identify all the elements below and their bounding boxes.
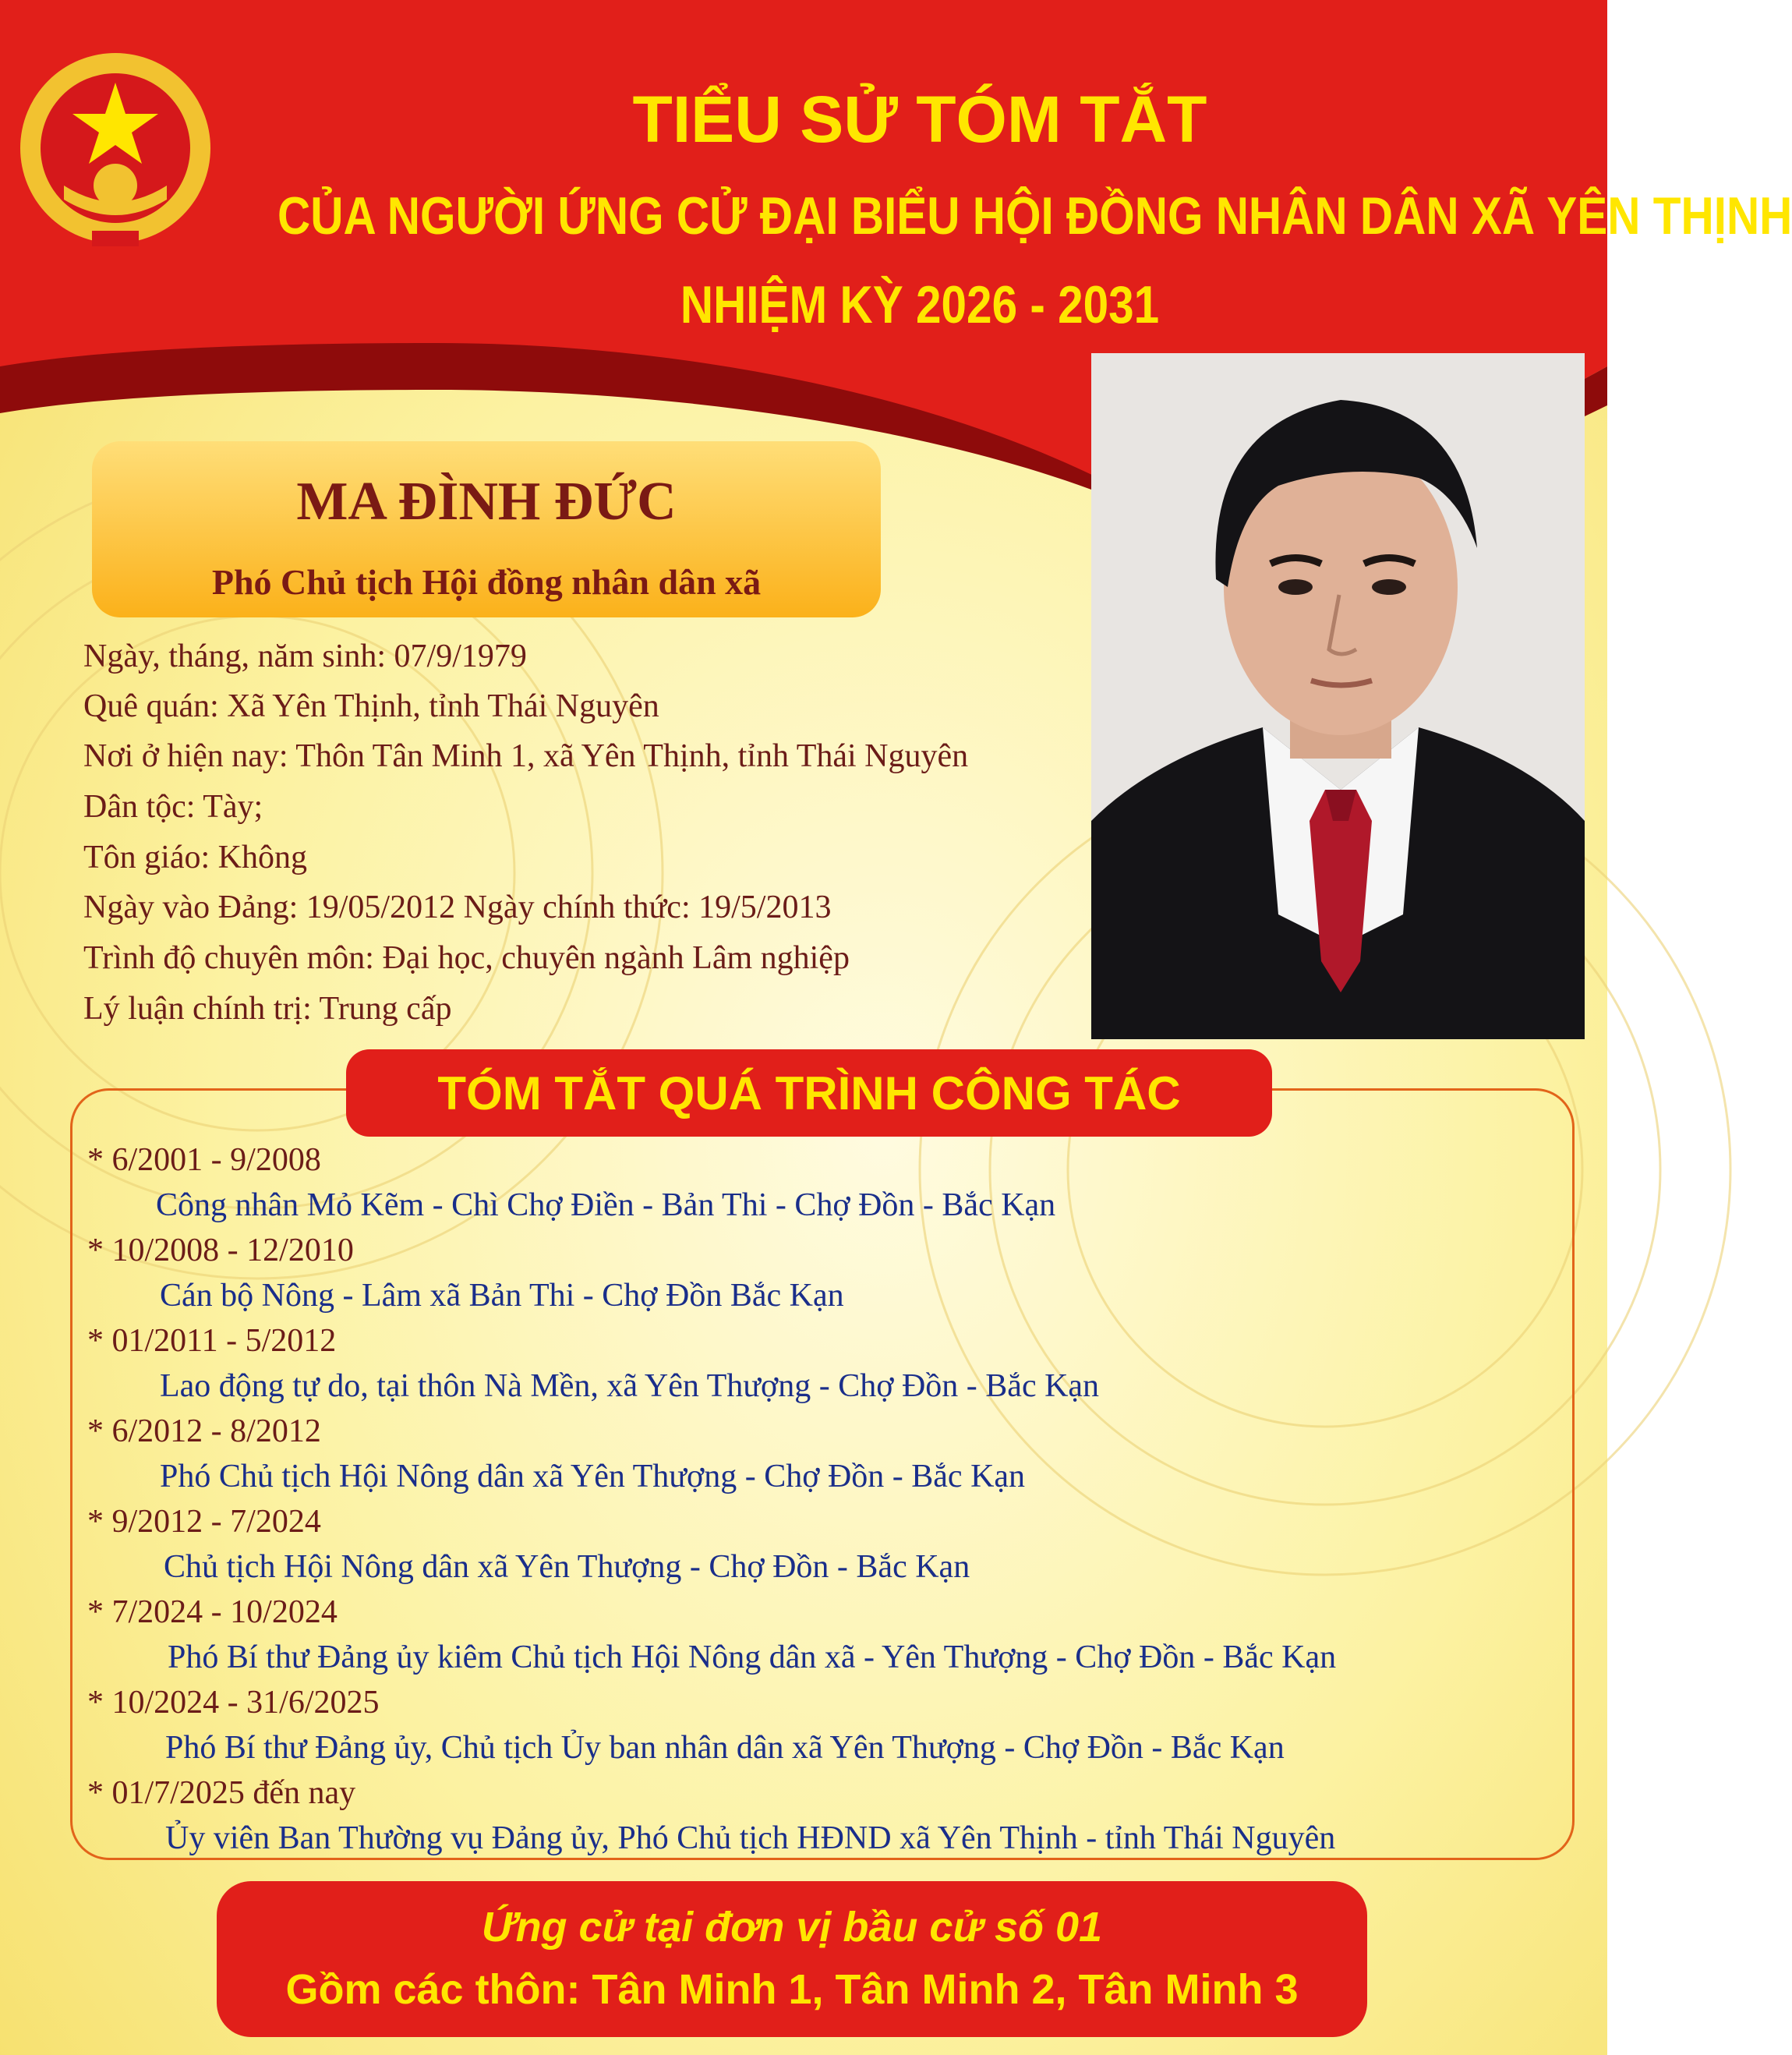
work-period: * 6/2012 - 8/2012 — [87, 1413, 321, 1449]
work-history-title-box — [346, 1049, 1272, 1137]
info-hometown: Quê quán: Xã Yên Thịnh, tỉnh Thái Nguyên — [83, 688, 659, 724]
candidate-name: MA ĐÌNH ĐỨC — [296, 472, 677, 532]
election-unit: Ứng cử tại đơn vị bầu cử số 01 — [481, 1904, 1103, 1951]
info-residence: Nơi ở hiện nay: Thôn Tân Minh 1, xã Yên Thịnh, tỉnh Thái Nguyên — [83, 738, 969, 774]
national-emblem — [14, 47, 217, 257]
info-party-dates: Ngày vào Đảng: 19/05/2012 Ngày chính thức: 19/5/2013 — [83, 890, 832, 925]
info-religion: Tôn giáo: Không — [83, 840, 307, 875]
work-role: Ủy viên Ban Thường vụ Đảng ủy, Phó Chủ tịch HĐND xã Yên Thịnh - tỉnh Thái Nguyên — [165, 1820, 1336, 1856]
candidate-photo — [1091, 353, 1585, 1039]
info-birthdate: Ngày, tháng, năm sinh: 07/9/1979 — [83, 638, 527, 674]
work-history-title: TÓM TẮT QUÁ TRÌNH CÔNG TÁC — [437, 1067, 1181, 1119]
document-subtitle: CỦA NGƯỜI ỨNG CỬ ĐẠI BIỂU HỘI ĐỒNG NHÂN DÂN XÃ YÊN THỊNH — [277, 186, 1792, 246]
work-role: Cán bộ Nông - Lâm xã Bản Thi - Chợ Đồn Bắc Kạn — [160, 1278, 844, 1314]
candidate-position: Phó Chủ tịch Hội đồng nhân dân xã — [211, 562, 762, 602]
info-education: Trình độ chuyên môn: Đại học, chuyên ngành Lâm nghiệp — [83, 940, 850, 976]
work-period: * 6/2001 - 9/2008 — [87, 1142, 321, 1178]
document-title: TIỂU SỬ TÓM TẮT — [632, 83, 1207, 156]
work-period: * 9/2012 - 7/2024 — [87, 1504, 321, 1540]
work-role: Phó Bí thư Đảng ủy kiêm Chủ tịch Hội Nông dân xã - Yên Thượng - Chợ Đồn - Bắc Kạn — [168, 1639, 1337, 1675]
work-role: Lao động tự do, tại thôn Nà Mền, xã Yên Thượng - Chợ Đồn - Bắc Kạn — [160, 1368, 1100, 1404]
work-period: * 01/7/2025 đến nay — [87, 1775, 356, 1811]
election-unit-box — [217, 1881, 1367, 2037]
candidate-name-box — [92, 441, 881, 617]
election-villages: Gồm các thôn: Tân Minh 1, Tân Minh 2, Tân Minh 3 — [285, 1966, 1299, 2013]
work-role: Phó Chủ tịch Hội Nông dân xã Yên Thượng - Chợ Đồn - Bắc Kạn — [160, 1459, 1026, 1494]
work-role: Chủ tịch Hội Nông dân xã Yên Thượng - Chợ Đồn - Bắc Kạn — [164, 1549, 970, 1585]
work-period: * 10/2024 - 31/6/2025 — [87, 1685, 380, 1721]
info-political-theory: Lý luận chính trị: Trung cấp — [83, 991, 452, 1027]
term-label: NHIỆM KỲ 2026 - 2031 — [680, 275, 1160, 334]
work-role: Phó Bí thư Đảng ủy, Chủ tịch Ủy ban nhân dân xã Yên Thượng - Chợ Đồn - Bắc Kạn — [165, 1730, 1285, 1766]
info-ethnicity: Dân tộc: Tày; — [83, 789, 263, 825]
work-period: * 7/2024 - 10/2024 — [87, 1594, 338, 1630]
work-role: Công nhân Mỏ Kẽm - Chì Chợ Điền - Bản Thi - Chợ Đồn - Bắc Kạn — [156, 1187, 1056, 1223]
work-period: * 01/2011 - 5/2012 — [87, 1323, 337, 1359]
work-period: * 10/2008 - 12/2010 — [87, 1233, 354, 1268]
